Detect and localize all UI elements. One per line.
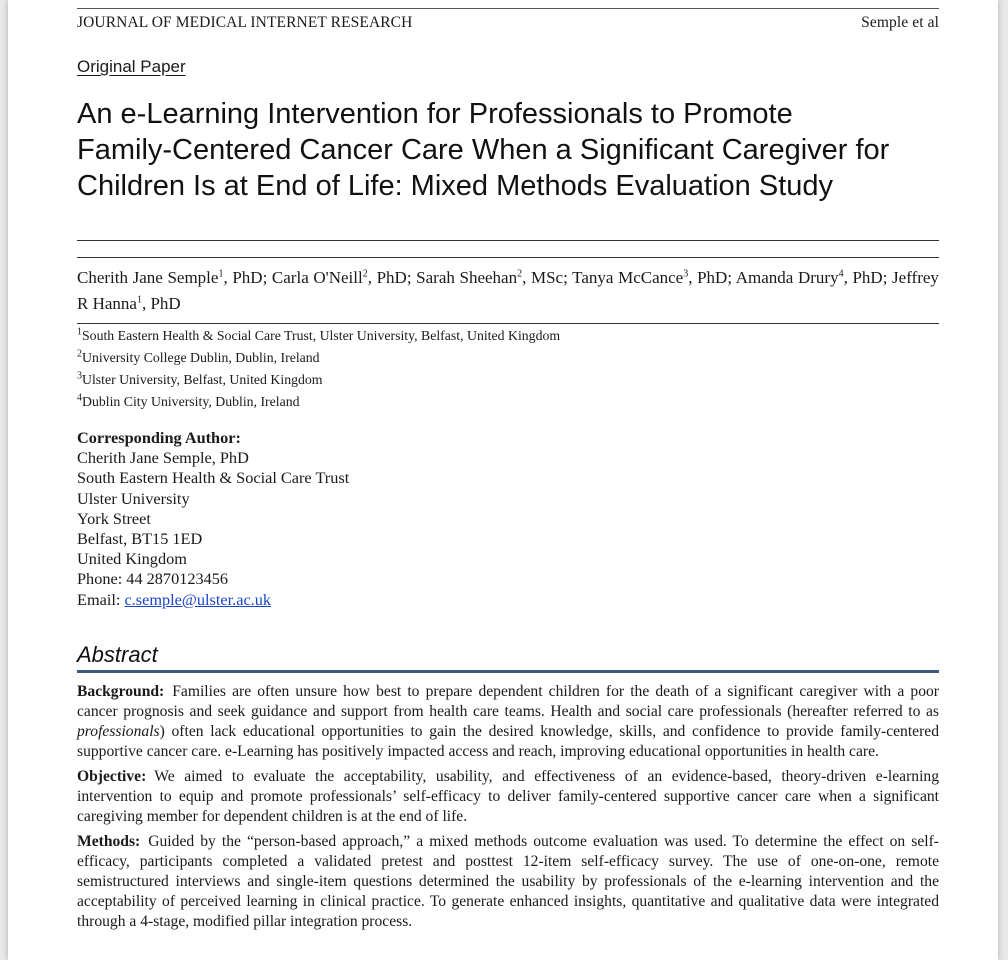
article-type: Original Paper [77, 57, 186, 76]
journal-name: JOURNAL OF MEDICAL INTERNET RESEARCH [77, 14, 413, 31]
author: Sarah Sheehan$^2$, MSc; [416, 268, 573, 287]
author: Tanya McCance$^3$, PhD; [572, 268, 736, 287]
running-authors: Semple et al [861, 14, 939, 31]
corresponding-line: Phone: 44 2870123456 [77, 569, 229, 589]
title-line: An e-Learning Intervention for Professionals to Promote [77, 98, 793, 130]
corresponding-heading: Corresponding Author: [77, 428, 241, 447]
author: Cherith Jane Semple$^1$, PhD; [77, 268, 272, 287]
affiliation: $^1$South Eastern Health & Social Care Trust, Ulster University, Belfast, United Kingdom [77, 326, 561, 343]
email-line: Email: c.semple@ulster.ac.uk [77, 589, 272, 609]
section-label: Methods: [77, 833, 141, 850]
abstract-heading: Abstract [77, 642, 158, 667]
author: Amanda Drury$^4$, PhD; [735, 268, 893, 287]
abstract-background: Background: Families are often unsure how best to prepare dependent children for the death of a significant caregiver with a poor cancer prognosis and seek guidance and support from health care teams. Health and social care professionals (hereafter referred to as professionals) often lack educational opportunities to gain the desired knowledge, skills, and confidence to provide family-centered supportive cancer care. e-Learning has positively impacted access and reach, improving educational opportunities in health care. [77, 683, 939, 760]
corresponding-author [77, 428, 939, 610]
corresponding-line: United Kingdom [77, 549, 187, 569]
abstract-rule [77, 670, 939, 673]
authors-rule [77, 323, 939, 324]
section-label: Objective: [77, 768, 147, 785]
author: Carla O'Neill$^2$, PhD; [271, 268, 417, 287]
running-header [77, 8, 939, 32]
abstract-body [77, 682, 939, 937]
corresponding-line: Ulster University [77, 488, 190, 508]
pdf-page [8, 0, 998, 960]
affiliation: $^3$Ulster University, Belfast, United Kingdom [77, 370, 323, 387]
corresponding-line: South Eastern Health & Social Care Trust [77, 468, 350, 488]
title-rule-top [77, 240, 939, 241]
affiliation-list [77, 325, 939, 413]
author-list [77, 265, 939, 317]
affiliation: $^4$Dublin City University, Dublin, Ireland [77, 392, 300, 409]
abstract-objective: Objective: We aimed to evaluate the acceptability, usability, and effectiveness of an evidence-based, theory-driven e-learning intervention to equip and promote professionals’ self-efficacy to deliver family-centered supportive cancer care when a significant caregiving member for dependent children is at the end of life. [77, 768, 939, 825]
paper-title [77, 96, 939, 204]
abstract-methods: Methods: Guided by the “person-based approach,” a mixed methods outcome evaluation was used. To determine the effect on self-efficacy, participants completed a validated pretest and posttest 12-item self-efficacy survey. The use of one-on-one, remote semistructured interviews and single-item questions determined the usability by professionals of the e-learning intervention and the acceptability of perceived learning in clinical practice. To generate enhanced insights, quantitative and qualitative data were integrated through a 4-stage, modified pillar integration process. [77, 833, 939, 930]
corresponding-line: Cherith Jane Semple, PhD [77, 448, 249, 468]
corresponding-line: York Street [77, 508, 151, 528]
author: Jeffrey R Hanna$^1$, PhD [77, 268, 939, 313]
title-line: Family-Centered Cancer Care When a Significant Caregiver for [77, 134, 890, 166]
title-rule-bottom [77, 257, 939, 258]
section-label: Background: [77, 683, 165, 700]
title-line: Children Is at End of Life: Mixed Methods Evaluation Study [77, 170, 834, 202]
corresponding-line: Belfast, BT15 1ED [77, 528, 203, 548]
affiliation: $^2$University College Dublin, Dublin, Ireland [77, 348, 320, 365]
email-link[interactable]: c.semple@ulster.ac.uk [124, 589, 272, 609]
